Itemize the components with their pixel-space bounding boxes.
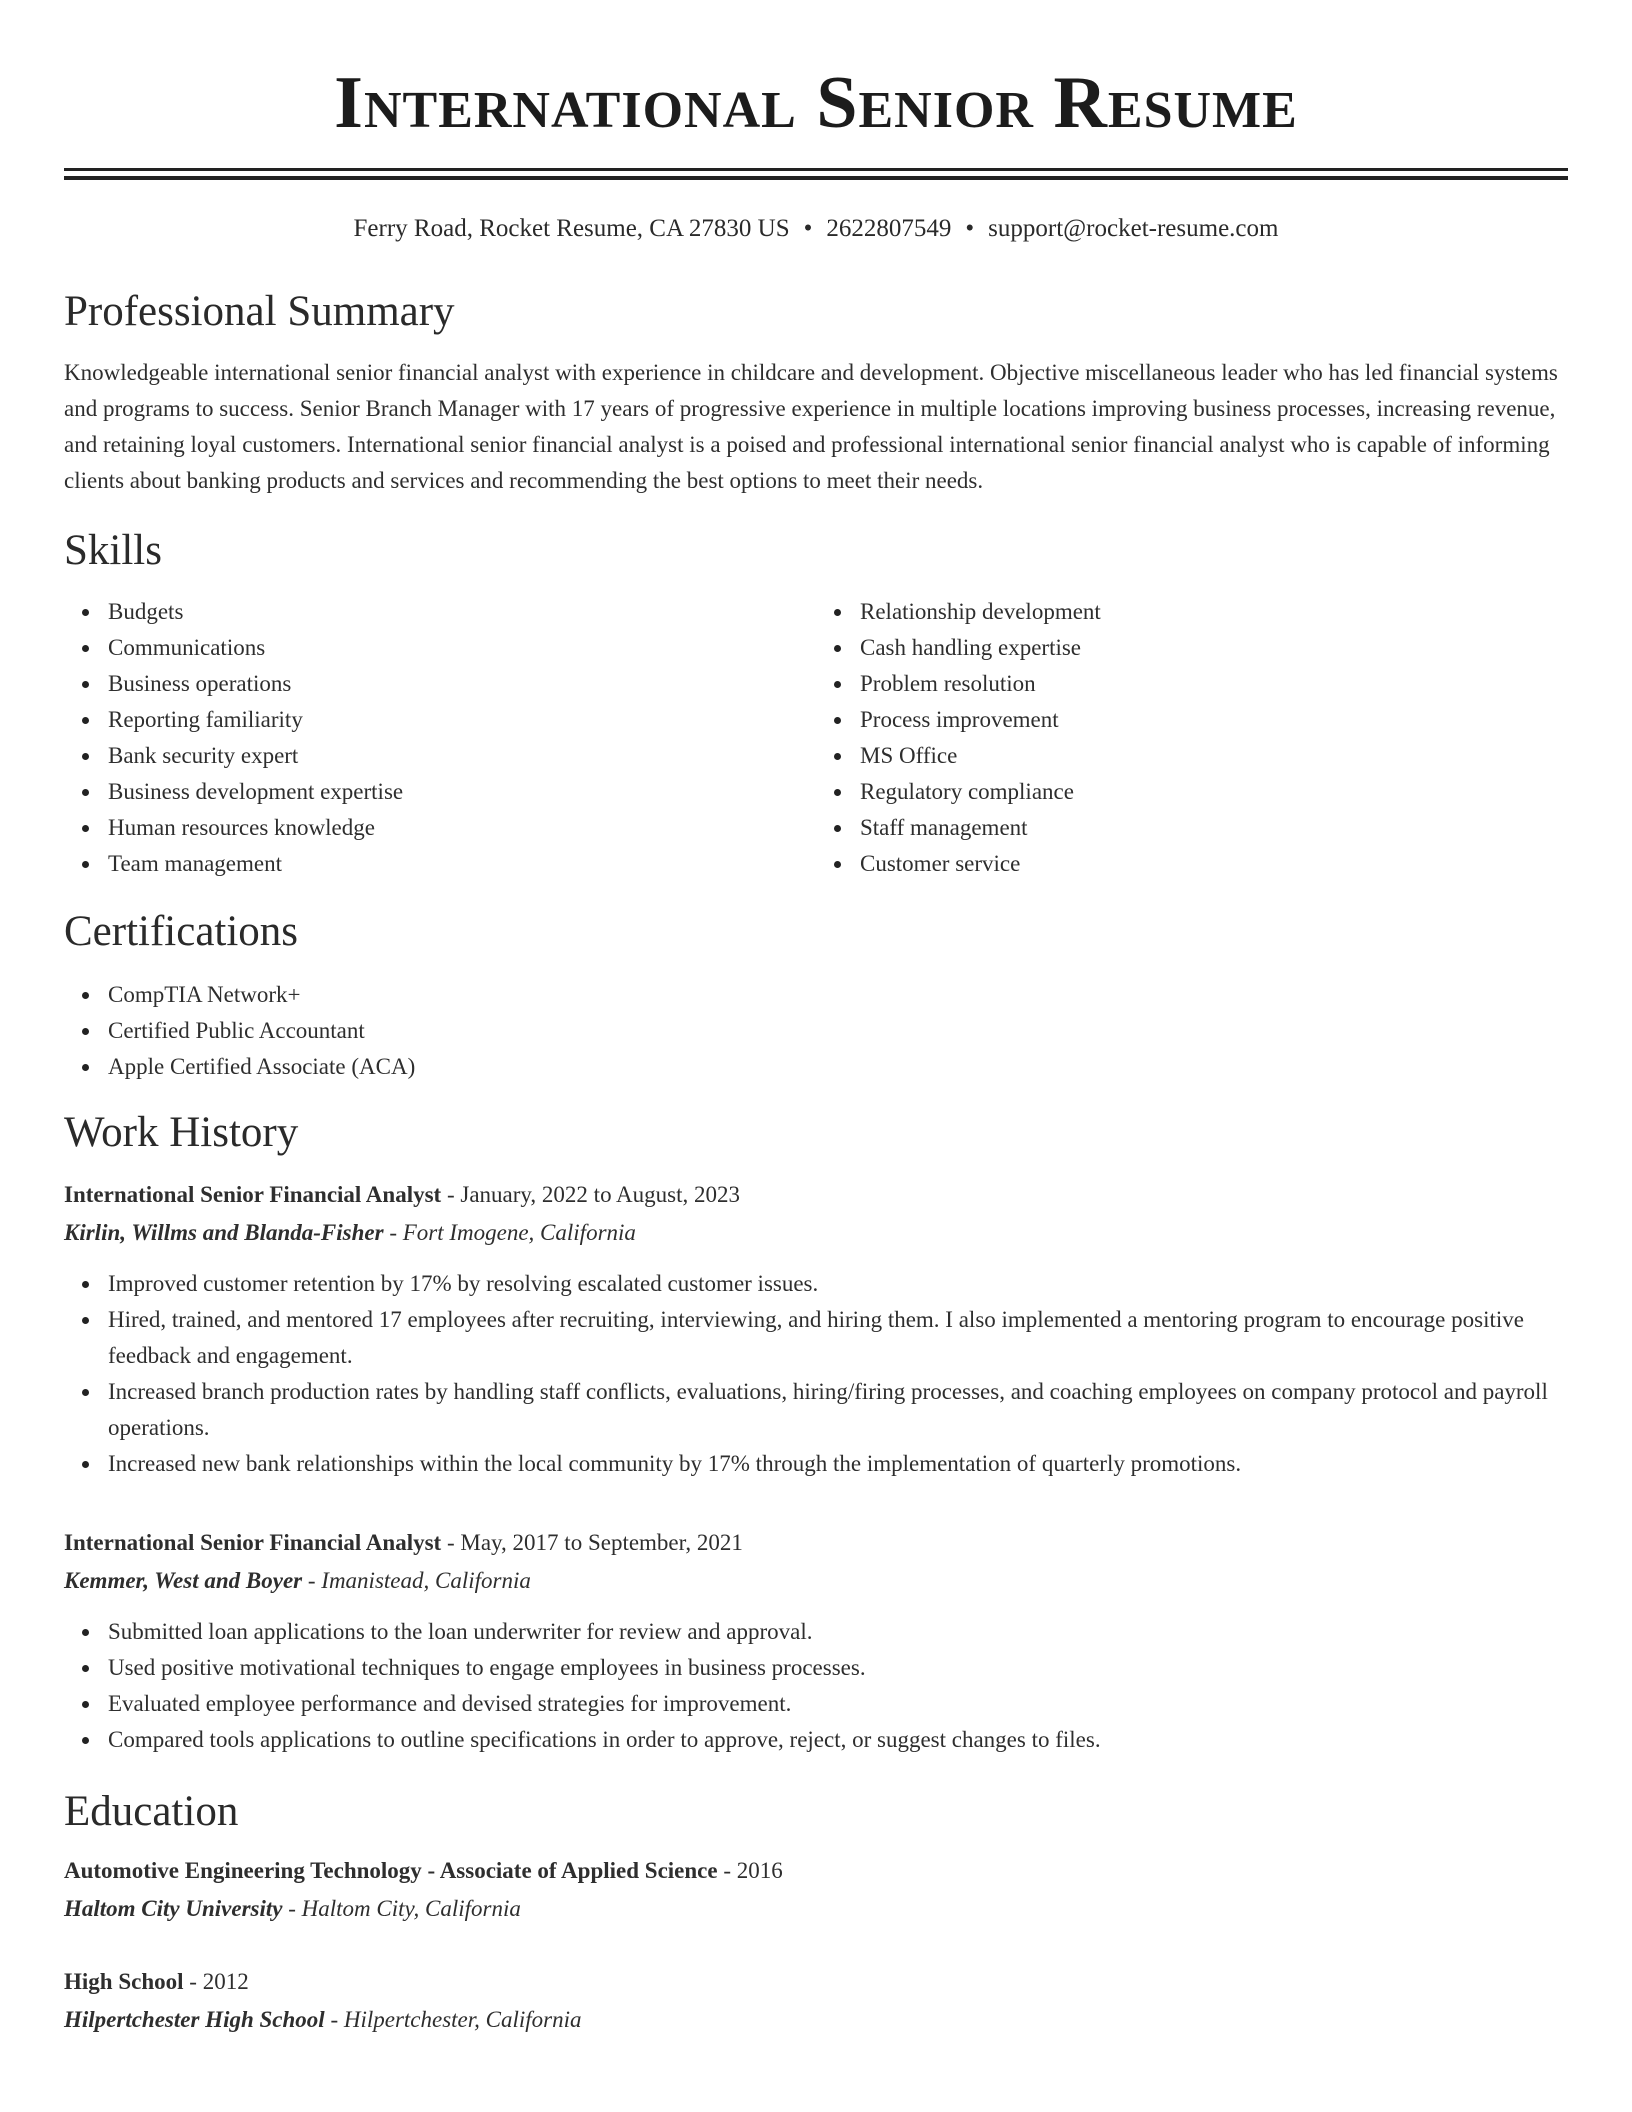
job-bullets <box>64 1266 1568 1482</box>
summary-section <box>64 286 1568 499</box>
job-title: International Senior Financial Analyst <box>64 1530 442 1555</box>
job-company: Kirlin, Willms and Blanda-Fisher <box>64 1220 384 1245</box>
job-dates: January, 2022 to August, 2023 <box>460 1182 740 1207</box>
skills-columns <box>64 594 1568 882</box>
contact-email: support@rocket-resume.com <box>988 215 1279 242</box>
education-location: Hilpertchester, California <box>343 2007 582 2032</box>
skill-item: Human resources knowledge <box>108 810 816 846</box>
work-history-heading: Work History <box>64 1109 299 1156</box>
education-location: Haltom City, California <box>301 1896 521 1921</box>
education-year: 2012 <box>202 1969 249 1994</box>
education-degree-line: High School - 2012 <box>64 1969 249 1994</box>
job-title: International Senior Financial Analyst <box>64 1182 442 1207</box>
education-heading: Education <box>64 1788 239 1835</box>
job-bullet: Submitted loan applications to the loan underwriter for review and approval. <box>108 1614 1568 1650</box>
job-location: Imanistead, California <box>321 1568 531 1593</box>
job-bullet: Increased branch production rates by handling staff conflicts, evaluations, hiring/firing processes, and coaching employees on company protocol and payroll operations. <box>108 1374 1568 1446</box>
job-bullet: Evaluated employee performance and devised strategies for improvement. <box>108 1686 1568 1722</box>
job-bullet: Compared tools applications to outline specifications in order to approve, reject, or suggest changes to files. <box>108 1722 1568 1758</box>
skill-item: Staff management <box>860 810 1568 846</box>
contact-line <box>64 214 1568 244</box>
skill-item: Business development expertise <box>108 774 816 810</box>
education-year: 2016 <box>736 1858 783 1883</box>
job-role-line: International Senior Financial Analyst - May, 2017 to September, 2021 <box>64 1530 743 1555</box>
title-rule-bottom <box>64 176 1568 180</box>
title-rule-top <box>64 168 1568 171</box>
skills-section <box>64 525 1568 882</box>
education-entry <box>64 1852 1568 1928</box>
contact-separator: • <box>965 215 975 242</box>
job-role-line: International Senior Financial Analyst - January, 2022 to August, 2023 <box>64 1182 740 1207</box>
skill-item: Regulatory compliance <box>860 774 1568 810</box>
education-degree: High School <box>64 1969 184 1994</box>
skills-list-left <box>64 594 816 882</box>
job-bullet: Improved customer retention by 17% by resolving escalated customer issues. <box>108 1266 1568 1302</box>
skill-item: Communications <box>108 630 816 666</box>
skill-item: Team management <box>108 846 816 882</box>
contact-address: Ferry Road, Rocket Resume, CA 27830 US <box>353 215 790 242</box>
certifications-list <box>64 977 1568 1085</box>
job-company-line: Kemmer, West and Boyer - Imanistead, California <box>64 1568 531 1593</box>
education-school: Haltom City University <box>64 1896 283 1921</box>
education-school: Hilpertchester High School <box>64 2007 325 2032</box>
education-degree-line: Automotive Engineering Technology - Associate of Applied Science - 2016 <box>64 1858 783 1883</box>
certifications-section <box>64 906 1568 1085</box>
skill-item: Reporting familiarity <box>108 702 816 738</box>
skill-item: Problem resolution <box>860 666 1568 702</box>
summary-heading: Professional Summary <box>64 288 455 335</box>
job-company-line: Kirlin, Willms and Blanda-Fisher - Fort Imogene, California <box>64 1220 636 1245</box>
job-entry <box>64 1524 1568 1758</box>
job-bullet: Increased new bank relationships within the local community by 17% through the implementation of quarterly promotions. <box>108 1446 1568 1482</box>
skills-heading: Skills <box>64 527 162 574</box>
certification-item: Certified Public Accountant <box>108 1013 1568 1049</box>
skill-item: Cash handling expertise <box>860 630 1568 666</box>
certification-item: Apple Certified Associate (ACA) <box>108 1049 1568 1085</box>
certifications-heading: Certifications <box>64 908 299 955</box>
contact-phone: 2622807549 <box>826 215 952 242</box>
certification-item: CompTIA Network+ <box>108 977 1568 1013</box>
skill-item: Process improvement <box>860 702 1568 738</box>
job-bullets <box>64 1614 1568 1758</box>
skill-item: Budgets <box>108 594 816 630</box>
education-degree: Automotive Engineering Technology - Associate of Applied Science <box>64 1858 718 1883</box>
job-bullet: Hired, trained, and mentored 17 employees after recruiting, interviewing, and hiring them. I also implemented a mentoring program to encourage positive feedback and engagement. <box>108 1302 1568 1374</box>
skill-item: Bank security expert <box>108 738 816 774</box>
education-entry <box>64 1963 1568 2039</box>
job-bullet: Used positive motivational techniques to engage employees in business processes. <box>108 1650 1568 1686</box>
summary-text: Knowledgeable international senior financial analyst with experience in childcare and development. Objective miscellaneous leader who has led financial systems and programs to success. Senior Branch Manager with 17 years of progressive experience in multiple locations improving business processes, increasing revenue, and retaining loyal customers. International senior financial analyst is a poised and professional international senior financial analyst who is capable of informing clients about banking products and services and recommending the best options to meet their needs. <box>64 360 1558 493</box>
job-company: Kemmer, West and Boyer <box>64 1568 303 1593</box>
job-entry <box>64 1176 1568 1482</box>
resume-page <box>64 0 1568 2039</box>
education-section <box>64 1786 1568 2039</box>
skill-item: Business operations <box>108 666 816 702</box>
skill-item: Customer service <box>860 846 1568 882</box>
skill-item: Relationship development <box>860 594 1568 630</box>
skill-item: MS Office <box>860 738 1568 774</box>
contact-separator: • <box>803 215 813 242</box>
education-school-line: Haltom City University - Haltom City, California <box>64 1896 521 1921</box>
work-history-section <box>64 1107 1568 1758</box>
resume-title: International Senior Resume <box>334 62 1298 144</box>
job-location: Fort Imogene, California <box>402 1220 636 1245</box>
job-dates: May, 2017 to September, 2021 <box>460 1530 743 1555</box>
skills-list-right <box>816 594 1568 882</box>
education-school-line: Hilpertchester High School - Hilpertchester, California <box>64 2007 582 2032</box>
